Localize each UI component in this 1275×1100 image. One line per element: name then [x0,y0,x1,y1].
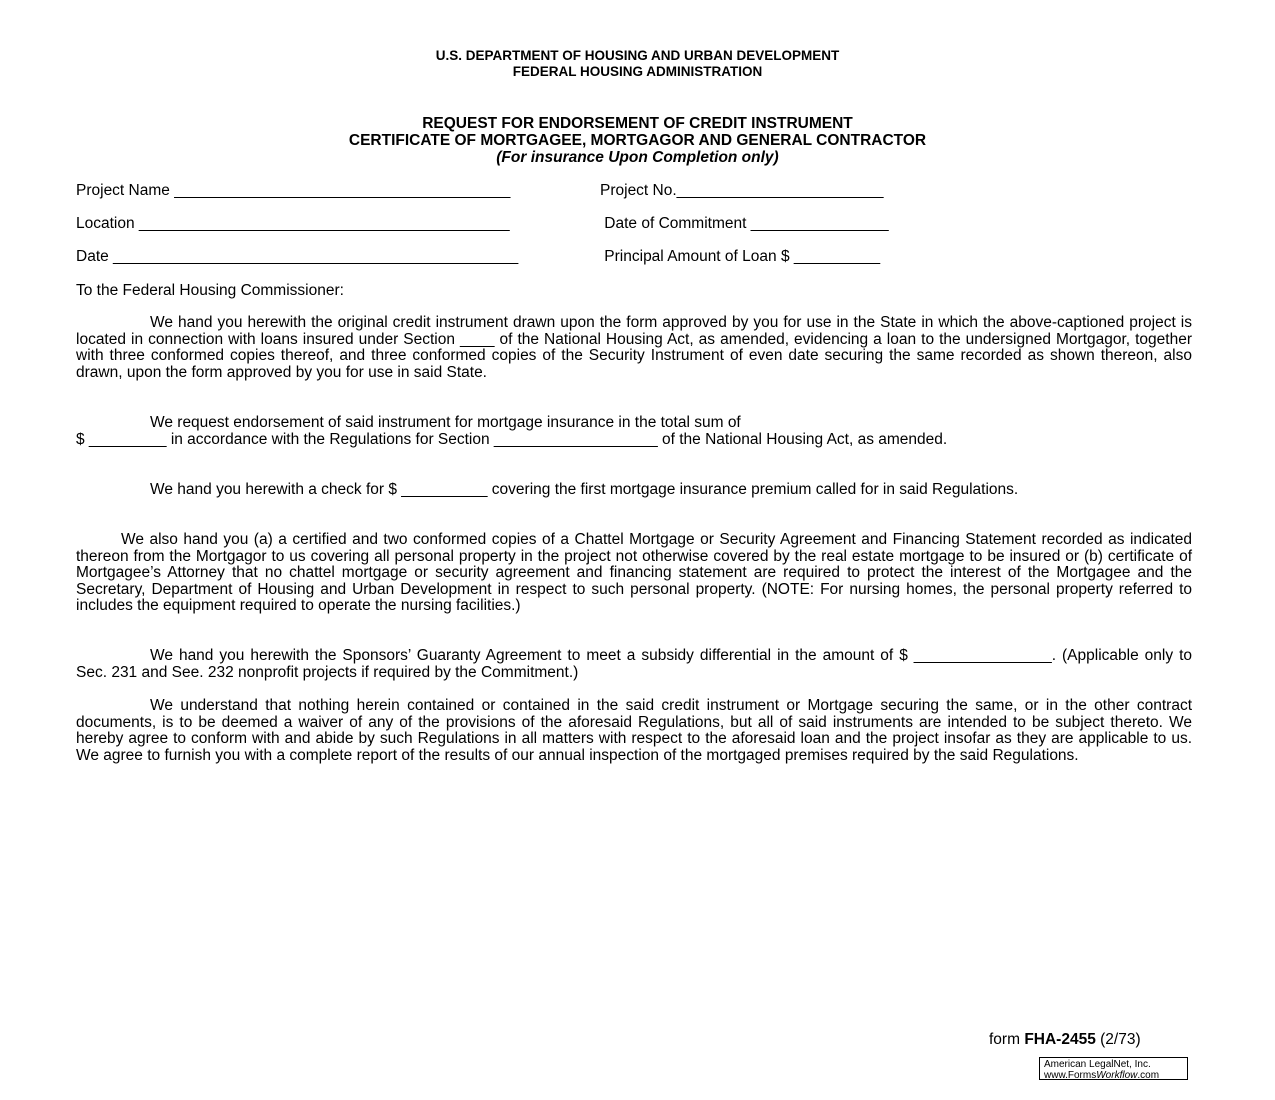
legalnet-url-b: Workflow [1096,1070,1138,1081]
form-number [989,1031,1141,1049]
project-no-field[interactable]: Project No.________________________ [600,182,884,199]
paragraph-endorsement-request [76,415,1192,448]
project-name-field[interactable]: Project Name _______________________________________ [76,182,511,199]
form-date: (2/73) [1095,1031,1141,1048]
title-line-1: REQUEST FOR ENDORSEMENT OF CREDIT INSTRUMENT [422,115,853,132]
form-prefix: form [989,1031,1025,1048]
title-line-3: (For insurance Upon Completion only) [496,149,779,166]
agency-line-1: U.S. DEPARTMENT OF HOUSING AND URBAN DEVELOPMENT [435,48,840,63]
paragraph-endorsement-rest: $ _________ in accordance with the Regulations for Section ___________________ of the National Housing Act, as amended. [76,430,948,448]
date-of-commitment-field[interactable]: Date of Commitment ________________ [600,215,889,232]
legalnet-stamp [1039,1057,1188,1080]
date-field[interactable]: Date _______________________________________________ [76,248,519,265]
salutation: To the Federal Housing Commissioner: [76,282,344,299]
paragraph-chattel-mortgage: We also hand you (a) a certified and two conformed copies of a Chattel Mortgage or Security Agreement and Financing Statement recorded as indicated thereon from the Mortgagor to us covering all personal property in the project not otherwise covered by the real estate mortgage to be insured or (b) certificate of Mortgagee’s Attorney that no chattel mortgage or security agreement and financing statement are required to protect the interest of the Mortgagee and the Secretary, Department of Housing and Urban Development in respect to such personal property. (NOTE: For nursing homes, the personal property referred to includes the equipment required to operate the nursing facilities.) [76,531,1192,615]
legalnet-line-1: American LegalNet, Inc. [1044,1059,1151,1070]
form-title [0,115,1275,166]
paragraph-guaranty-agreement: We hand you herewith the Sponsors’ Guaranty Agreement to meet a subsidy differential in the amount of $ ________________. (Applicable only to Sec. 231 and See. 232 nonprofit projects if required by the Commitment.) [76,647,1192,681]
form-number-code: FHA-2455 [1024,1031,1096,1048]
title-line-2: CERTIFICATE OF MORTGAGEE, MORTGAGOR AND GENERAL CONTRACTOR [348,132,927,149]
paragraph-regulations-agreement: We understand that nothing herein contained or contained in the said credit instrument or Mortgage securing the same, or in the other contract documents, is to be deemed a waiver of any of the provisions of the aforesaid Regulations, but all of said instruments are intended to be subject thereto. We hereby agree to conform with and abide by such Regulations in all matters with respect to the aforesaid loan and the project insofar as they are applicable to us. We agree to furnish you with a complete report of the results of our annual inspection of the mortgaged premises required by the said Regulations. [76,697,1192,764]
paragraph-premium-check: We hand you herewith a check for $ __________ covering the first mortgage insurance premium called for in said Regulations. [150,481,1019,498]
paragraph-credit-instrument: We hand you herewith the original credit instrument drawn upon the form approved by you for use in the State in which the above-captioned project is located in connection with loans insured under Section ____ of the National Housing Act, as amended, evidencing a loan to the undersigned Mortgagor, together with three conformed copies thereof, and three conformed copies of the Security Instrument of even date securing the same recorded as shown thereon, also drawn, upon the form approved by you for use in said State. [76,314,1192,381]
principal-amount-field[interactable]: Principal Amount of Loan $ __________ [600,248,881,265]
legalnet-line-2 [1044,1070,1187,1081]
location-field[interactable]: Location ___________________________________________ [76,215,510,232]
legalnet-url-c: .com [1137,1070,1160,1081]
paragraph-endorsement-line-1: We request endorsement of said instrument for mortgage insurance in the total sum of [150,414,741,431]
agency-header [0,48,1275,80]
agency-line-2: FEDERAL HOUSING ADMINISTRATION [512,64,763,79]
legalnet-url-a: www.Forms [1044,1070,1097,1081]
